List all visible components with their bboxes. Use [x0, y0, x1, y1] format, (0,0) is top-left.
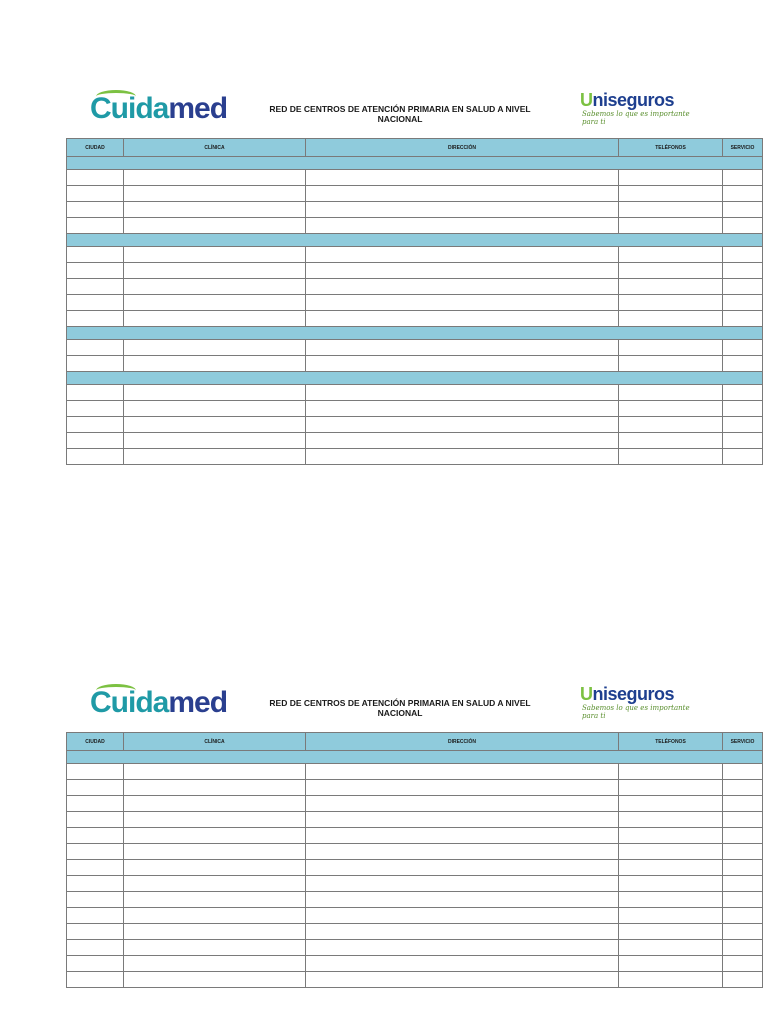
cell-city: [67, 247, 124, 263]
cell-clinic: [124, 295, 306, 311]
cell-phones: [619, 279, 723, 295]
cell-phones: [619, 892, 723, 908]
cell-city: [67, 940, 124, 956]
cell-clinic: [124, 170, 306, 186]
region-row: [67, 751, 763, 764]
table-row: [67, 908, 763, 924]
cell-phones: [619, 780, 723, 796]
cell-clinic: [124, 796, 306, 812]
cell-phones: [619, 263, 723, 279]
uniseguros-logo: Uniseguros Sabemos lo que es importante para ti: [580, 90, 690, 126]
table-row: [67, 449, 763, 465]
cuidamed-logo: Cuidamed: [90, 686, 228, 719]
region-label: [67, 751, 763, 764]
cell-address: [306, 892, 619, 908]
cell-service: [723, 247, 763, 263]
cell-clinic: [124, 764, 306, 780]
cell-address: [306, 356, 619, 372]
cell-address: [306, 247, 619, 263]
table-row: [67, 417, 763, 433]
table-row: [67, 295, 763, 311]
cell-service: [723, 449, 763, 465]
cell-clinic: [124, 356, 306, 372]
cell-address: [306, 908, 619, 924]
cell-phones: [619, 796, 723, 812]
table-row: [67, 433, 763, 449]
cell-phones: [619, 828, 723, 844]
document-title: RED DE CENTROS DE ATENCIÓN PRIMARIA EN SALUD A NIVEL NACIONAL: [269, 104, 531, 124]
cell-service: [723, 170, 763, 186]
cell-clinic: [124, 417, 306, 433]
cell-service: [723, 796, 763, 812]
cell-address: [306, 218, 619, 234]
cell-service: [723, 417, 763, 433]
cell-city: [67, 449, 124, 465]
cell-clinic: [124, 340, 306, 356]
cell-address: [306, 828, 619, 844]
cell-city: [67, 170, 124, 186]
cell-clinic: [124, 263, 306, 279]
cell-service: [723, 940, 763, 956]
document-title: RED DE CENTROS DE ATENCIÓN PRIMARIA EN SALUD A NIVEL NACIONAL: [269, 698, 531, 718]
cell-phones: [619, 401, 723, 417]
cell-service: [723, 892, 763, 908]
cuidamed-logo: Cuidamed: [90, 92, 228, 125]
cell-city: [67, 202, 124, 218]
table-header-row: [67, 733, 763, 751]
table-row: [67, 247, 763, 263]
cell-city: [67, 828, 124, 844]
cell-clinic: [124, 449, 306, 465]
cell-address: [306, 279, 619, 295]
cell-city: [67, 263, 124, 279]
cell-city: [67, 218, 124, 234]
cell-clinic: [124, 972, 306, 988]
cell-phones: [619, 385, 723, 401]
cell-phones: [619, 340, 723, 356]
table-row: [67, 385, 763, 401]
table-row: [67, 311, 763, 327]
cell-city: [67, 892, 124, 908]
table-row: [67, 972, 763, 988]
cell-phones: [619, 170, 723, 186]
table-row: [67, 780, 763, 796]
cell-clinic: [124, 892, 306, 908]
clinics-table: [66, 138, 763, 465]
col-address: DIRECCIÓN: [306, 139, 619, 157]
cell-clinic: [124, 844, 306, 860]
cell-service: [723, 263, 763, 279]
cell-clinic: [124, 247, 306, 263]
cell-city: [67, 812, 124, 828]
cell-address: [306, 385, 619, 401]
uniseguros-logo: Uniseguros Sabemos lo que es importante para ti: [580, 684, 690, 720]
cell-service: [723, 218, 763, 234]
table-row: [67, 860, 763, 876]
cell-address: [306, 940, 619, 956]
cell-phones: [619, 247, 723, 263]
cell-city: [67, 417, 124, 433]
col-address: DIRECCIÓN: [306, 733, 619, 751]
cell-phones: [619, 972, 723, 988]
cell-address: [306, 796, 619, 812]
col-city: CIUDAD: [67, 139, 124, 157]
table-row: [67, 844, 763, 860]
cell-clinic: [124, 186, 306, 202]
table-row: [67, 956, 763, 972]
region-row: [67, 327, 763, 340]
cell-phones: [619, 449, 723, 465]
cell-phones: [619, 295, 723, 311]
cell-service: [723, 401, 763, 417]
region-label: [67, 157, 763, 170]
cell-address: [306, 876, 619, 892]
cell-service: [723, 764, 763, 780]
region-row: [67, 234, 763, 247]
table-row: [67, 279, 763, 295]
cell-phones: [619, 218, 723, 234]
cell-clinic: [124, 876, 306, 892]
cell-city: [67, 956, 124, 972]
cell-clinic: [124, 311, 306, 327]
cell-city: [67, 385, 124, 401]
cell-phones: [619, 908, 723, 924]
cell-address: [306, 295, 619, 311]
cell-service: [723, 311, 763, 327]
cell-phones: [619, 876, 723, 892]
cell-address: [306, 202, 619, 218]
cell-city: [67, 311, 124, 327]
cell-address: [306, 263, 619, 279]
table-row: [67, 170, 763, 186]
cell-city: [67, 924, 124, 940]
table-row: [67, 940, 763, 956]
cell-service: [723, 860, 763, 876]
cell-clinic: [124, 218, 306, 234]
cell-city: [67, 401, 124, 417]
cell-address: [306, 186, 619, 202]
table-row: [67, 812, 763, 828]
cell-clinic: [124, 433, 306, 449]
table-row: [67, 892, 763, 908]
table-row: [67, 764, 763, 780]
cell-clinic: [124, 956, 306, 972]
cell-address: [306, 311, 619, 327]
region-row: [67, 157, 763, 170]
cell-city: [67, 908, 124, 924]
cell-clinic: [124, 828, 306, 844]
table-row: [67, 796, 763, 812]
cell-address: [306, 924, 619, 940]
cell-service: [723, 279, 763, 295]
cell-address: [306, 449, 619, 465]
clinics-table: [66, 732, 763, 988]
cell-city: [67, 876, 124, 892]
cell-address: [306, 764, 619, 780]
cell-clinic: [124, 812, 306, 828]
cell-address: [306, 844, 619, 860]
table-header-row: [67, 139, 763, 157]
table-row: [67, 356, 763, 372]
cell-city: [67, 780, 124, 796]
cell-service: [723, 356, 763, 372]
cell-address: [306, 860, 619, 876]
cell-address: [306, 433, 619, 449]
col-phones: TELÉFONOS: [619, 733, 723, 751]
table-row: [67, 263, 763, 279]
table-row: [67, 828, 763, 844]
table-row: [67, 401, 763, 417]
cell-address: [306, 417, 619, 433]
cell-phones: [619, 940, 723, 956]
table-row: [67, 340, 763, 356]
cell-service: [723, 844, 763, 860]
cell-service: [723, 186, 763, 202]
cell-phones: [619, 356, 723, 372]
cell-city: [67, 340, 124, 356]
cell-address: [306, 956, 619, 972]
cell-address: [306, 170, 619, 186]
cell-city: [67, 860, 124, 876]
cell-city: [67, 796, 124, 812]
cell-service: [723, 908, 763, 924]
cell-address: [306, 972, 619, 988]
cell-phones: [619, 956, 723, 972]
cell-phones: [619, 433, 723, 449]
cell-city: [67, 844, 124, 860]
col-clinic: CLÍNICA: [124, 139, 306, 157]
cell-phones: [619, 860, 723, 876]
cell-service: [723, 924, 763, 940]
region-label: [67, 234, 763, 247]
table-row: [67, 924, 763, 940]
cell-city: [67, 295, 124, 311]
cell-city: [67, 186, 124, 202]
cell-phones: [619, 924, 723, 940]
cell-clinic: [124, 202, 306, 218]
cell-service: [723, 828, 763, 844]
col-service: SERVICIO: [723, 139, 763, 157]
cell-phones: [619, 202, 723, 218]
table-row: [67, 876, 763, 892]
cell-clinic: [124, 279, 306, 295]
table-row: [67, 186, 763, 202]
cell-service: [723, 956, 763, 972]
cell-clinic: [124, 908, 306, 924]
col-service: SERVICIO: [723, 733, 763, 751]
cell-city: [67, 972, 124, 988]
cell-clinic: [124, 401, 306, 417]
cell-phones: [619, 186, 723, 202]
cell-clinic: [124, 940, 306, 956]
cell-service: [723, 876, 763, 892]
cell-service: [723, 295, 763, 311]
col-clinic: CLÍNICA: [124, 733, 306, 751]
cell-service: [723, 780, 763, 796]
cell-city: [67, 433, 124, 449]
cell-clinic: [124, 385, 306, 401]
cell-phones: [619, 812, 723, 828]
cell-clinic: [124, 860, 306, 876]
table-row: [67, 202, 763, 218]
cell-service: [723, 340, 763, 356]
cell-clinic: [124, 780, 306, 796]
col-phones: TELÉFONOS: [619, 139, 723, 157]
cell-address: [306, 780, 619, 796]
cell-address: [306, 812, 619, 828]
cell-address: [306, 340, 619, 356]
cell-phones: [619, 311, 723, 327]
cell-service: [723, 812, 763, 828]
cell-phones: [619, 844, 723, 860]
cell-service: [723, 433, 763, 449]
cell-service: [723, 385, 763, 401]
cell-phones: [619, 417, 723, 433]
cell-city: [67, 356, 124, 372]
cell-service: [723, 202, 763, 218]
page-2: [0, 600, 768, 1024]
region-row: [67, 372, 763, 385]
cell-address: [306, 401, 619, 417]
cell-clinic: [124, 924, 306, 940]
region-label: [67, 372, 763, 385]
region-label: [67, 327, 763, 340]
cell-city: [67, 279, 124, 295]
cell-city: [67, 764, 124, 780]
cell-service: [723, 972, 763, 988]
cell-phones: [619, 764, 723, 780]
col-city: CIUDAD: [67, 733, 124, 751]
table-row: [67, 218, 763, 234]
